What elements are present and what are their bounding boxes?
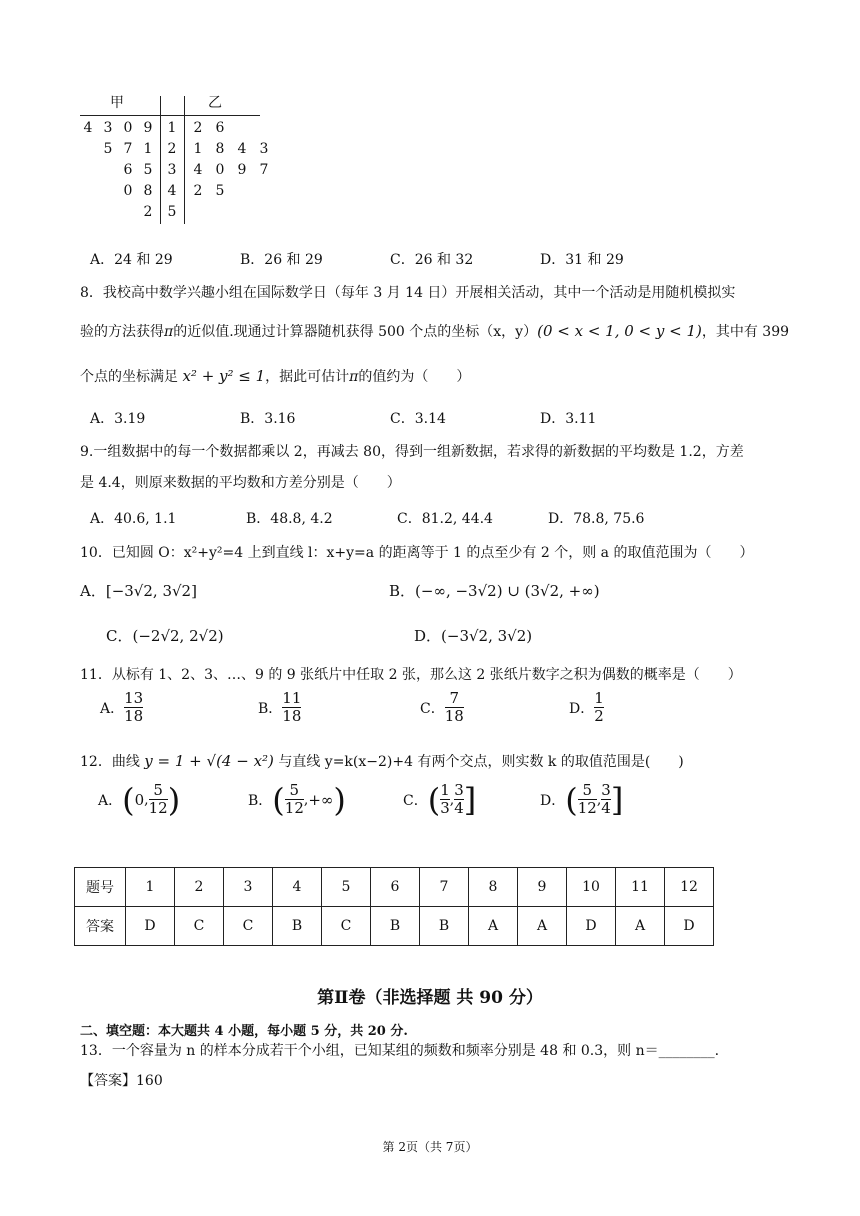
stem-left-leaf: 2	[143, 204, 153, 220]
q13-answer: 【答案】160	[80, 1073, 163, 1089]
q12-open-bracket: (	[427, 780, 441, 819]
q11-option-label: C．	[420, 700, 445, 717]
q7-option-c: C．26 和 32	[390, 252, 474, 268]
stem-value: 4	[167, 183, 177, 199]
q11-option-numerator: 7	[449, 689, 460, 707]
q8-inequality: x² + y² ≤ 1	[182, 367, 266, 385]
q11-option-fraction	[124, 690, 143, 726]
stem-right-header: 乙	[208, 95, 222, 111]
answer-table-answer: B	[420, 907, 469, 946]
q12-bound-fraction	[285, 782, 304, 818]
q11-option-label: D．	[569, 700, 595, 717]
answer-table-answer: A	[616, 907, 665, 946]
answer-table-number-row	[75, 868, 714, 907]
q10-option-b	[389, 580, 600, 601]
q10-option-c-value: (−2√2, 2√2)	[132, 627, 224, 645]
q12-bound-denominator: 12	[577, 799, 597, 818]
q8-pi-2: π	[349, 369, 359, 385]
q12-bound-fraction	[149, 782, 168, 818]
q12-close-bracket: )	[167, 780, 181, 819]
answer-table-answer-label: 答案	[75, 907, 126, 946]
q12-bound-numerator: 1	[440, 781, 450, 799]
stem-value: 1	[167, 120, 177, 136]
q12-bound-denominator: 4	[454, 799, 464, 818]
q11-option-label: B．	[258, 700, 283, 717]
q11-option-a	[100, 690, 143, 726]
stem-left-leaf: 5	[103, 141, 113, 157]
stem-right-leaf: 8	[215, 141, 225, 157]
q8-text-f: 的值约为（ ）	[358, 369, 471, 385]
q11-option-denominator: 2	[594, 707, 604, 726]
stem-right-leaf: 3	[259, 141, 269, 157]
answer-table-question-number: 3	[224, 868, 273, 907]
q8-option-d: D．3.11	[540, 411, 597, 427]
q12-option-label: C．	[403, 792, 428, 809]
answer-table-question-number: 7	[420, 868, 469, 907]
q12-option-label: A．	[98, 792, 123, 809]
q12-close-bracket: ]	[610, 780, 624, 819]
q10-option-c	[106, 625, 224, 646]
q7-option-a: A．24 和 29	[90, 252, 173, 268]
q12-bound-denominator: 4	[601, 799, 611, 818]
q13-stem: 13．一个容量为 n 的样本分成若干个小组，已知某组的频数和频率分别是 48 和 0.3，则 n＝________.	[80, 1043, 720, 1059]
section-title: 第Ⅱ卷（非选择题 共 90 分）	[317, 988, 543, 1008]
stem-right-leaf: 9	[237, 162, 247, 178]
q7-option-b: B．26 和 29	[240, 252, 323, 268]
q9-option-d: D．78.8, 75.6	[548, 511, 645, 527]
answer-table	[74, 867, 714, 946]
answer-table-answer: B	[371, 907, 420, 946]
q12-stem	[80, 751, 684, 771]
q10-option-a-value: [−3√2, 3√2]	[105, 582, 197, 600]
q7-option-d: D．31 和 29	[540, 252, 624, 268]
q8-line3	[80, 366, 470, 386]
q12-option-c	[403, 782, 476, 818]
q10-option-c-label: C．	[106, 627, 133, 645]
answer-table-question-number: 9	[518, 868, 567, 907]
q8-condition: (0 < x < 1, 0 < y < 1)	[537, 322, 702, 340]
answer-table-answer: B	[273, 907, 322, 946]
q8-option-b: B．3.16	[240, 411, 296, 427]
q11-option-numerator: 1	[594, 689, 604, 707]
q8-line2	[80, 321, 789, 341]
q11-stem: 11．从标有 1、2、3、…、9 的 9 张纸片中任取 2 张，那么这 2 张纸片数字之积为偶数的概率是（ ）	[80, 667, 742, 683]
stem-right-leaf: 5	[215, 183, 225, 199]
q8-text-a: 验的方法获得	[80, 324, 164, 340]
q8-pi: π	[164, 324, 174, 340]
q10-option-d-value: (−3√2, 3√2)	[441, 627, 533, 645]
q12-bound-numerator: 5	[153, 781, 163, 799]
stem-right-leaf: 2	[193, 120, 203, 136]
stem-right-leaf: 7	[259, 162, 269, 178]
stem-right-leaf: 0	[215, 162, 225, 178]
q12-comma: ,	[449, 791, 455, 808]
q10-option-a	[80, 580, 197, 601]
answer-table-answer: C	[175, 907, 224, 946]
stem-left-leaf: 7	[123, 141, 133, 157]
answer-table-answer: A	[518, 907, 567, 946]
q8-option-a: A．3.19	[90, 411, 146, 427]
q11-option-denominator: 18	[124, 707, 144, 726]
stem-left-leaf: 4	[83, 120, 93, 136]
q12-curve: y = 1 + √(4 − x²)	[144, 752, 274, 770]
q10-option-b-label: B．	[389, 582, 416, 600]
q12-close-bracket: ]	[463, 780, 477, 819]
answer-table-answer: A	[469, 907, 518, 946]
q12-option-label: D．	[540, 792, 566, 809]
q12-open-bracket: (	[122, 780, 135, 819]
q12-stem-suffix: 与直线 y=k(x−2)+4 有两个交点，则实数 k 的取值范围是( )	[278, 754, 684, 770]
stem-left-leaf: 0	[123, 120, 133, 136]
q11-option-c	[420, 690, 464, 726]
answer-table-question-number: 6	[371, 868, 420, 907]
stem-divider-right	[184, 96, 185, 224]
stem-divider-left	[160, 96, 161, 224]
q12-bound-value: 0	[134, 790, 145, 809]
answer-table-answer: D	[126, 907, 175, 946]
answer-table-question-number: 1	[126, 868, 175, 907]
q11-option-numerator: 13	[124, 689, 144, 707]
q12-bound-numerator: 5	[582, 781, 593, 799]
stem-left-leaf: 6	[123, 162, 133, 178]
q8-text-e: ，据此可估计	[265, 369, 350, 385]
answer-table-answer: C	[224, 907, 273, 946]
q11-option-denominator: 18	[444, 707, 464, 726]
q12-bound-numerator: 5	[289, 781, 300, 799]
q8-text-d: 个点的坐标满足	[80, 369, 178, 385]
stem-left-leaf: 8	[143, 183, 153, 199]
q12-option-label: B．	[248, 792, 273, 809]
answer-table-answer: D	[567, 907, 616, 946]
q11-option-d	[569, 690, 604, 726]
stem-leaf-plot	[80, 92, 280, 227]
q8-text-b: 的近似值.现通过计算器随机获得 500 个点的坐标（x，y）	[173, 324, 538, 340]
q9-option-a: A．40.6, 1.1	[90, 511, 177, 527]
q9-line1: 9.一组数据中的每一个数据都乘以 2，再减去 80，得到一组新数据，若求得的新数据的平均数是 1.2，方差	[80, 444, 744, 460]
stem-right-leaf: 6	[215, 120, 225, 136]
q12-comma: ,	[144, 791, 149, 808]
q11-option-b	[258, 690, 301, 726]
q11-option-fraction	[445, 690, 464, 726]
q12-comma: ,	[303, 791, 309, 808]
q12-bound-denominator: 12	[148, 799, 168, 818]
q11-option-fraction	[594, 690, 604, 726]
stem-left-header: 甲	[110, 95, 124, 111]
q9-option-c: C．81.2, 44.4	[397, 511, 493, 527]
q12-bound-denominator: 3	[440, 799, 450, 818]
q12-bound-fraction	[601, 782, 611, 818]
q12-bound-fraction	[440, 782, 450, 818]
stem-right-leaf: 4	[193, 162, 203, 178]
stem-left-leaf: 9	[143, 120, 153, 136]
stem-left-leaf: 0	[123, 183, 133, 199]
q11-option-label: A．	[100, 700, 125, 717]
q11-option-fraction	[282, 690, 301, 726]
q9-option-b: B．48.8, 4.2	[246, 511, 333, 527]
stem-left-leaf: 1	[143, 141, 153, 157]
part2-heading: 二、填空题：本大题共 4 小题，每小题 5 分，共 20 分.	[80, 1024, 408, 1039]
q12-bound-numerator: 3	[454, 781, 464, 799]
q12-bound-value: +∞	[308, 790, 334, 809]
q12-option-a	[98, 782, 180, 818]
q12-stem-prefix: 12．曲线	[80, 754, 140, 770]
answer-table-answer: D	[665, 907, 714, 946]
answer-table-question-number: 4	[273, 868, 322, 907]
q12-bound-denominator: 12	[284, 799, 304, 818]
q12-option-b	[248, 782, 346, 818]
answer-table-question-number: 11	[616, 868, 665, 907]
q12-close-bracket: )	[333, 780, 346, 819]
answer-table-question-number: 10	[567, 868, 616, 907]
stem-value: 2	[167, 141, 177, 157]
stem-left-leaf: 5	[143, 162, 153, 178]
q12-comma: ,	[596, 791, 602, 808]
answer-table-question-number: 12	[665, 868, 714, 907]
answer-table-question-number: 2	[175, 868, 224, 907]
answer-table-question-number: 8	[469, 868, 518, 907]
q10-option-d-label: D．	[414, 627, 442, 645]
answer-table-answer-row	[75, 907, 714, 946]
q12-bound-fraction	[578, 782, 597, 818]
q12-option-d	[540, 782, 623, 818]
stem-value: 3	[167, 162, 177, 178]
q10-option-b-value: (−∞, −3√2) ∪ (3√2, +∞)	[415, 582, 600, 600]
answer-table-answer: C	[322, 907, 371, 946]
q8-text-c: ，其中有 399	[701, 324, 790, 340]
stem-left-leaf: 3	[103, 120, 113, 136]
stem-top-rule	[80, 115, 260, 116]
answer-table-question-number: 5	[322, 868, 371, 907]
q8-line1: 8．我校高中数学兴趣小组在国际数学日（每年 3 月 14 日）开展相关活动，其中一个活动是用随机模拟实	[80, 285, 736, 301]
q10-option-a-label: A．	[80, 582, 106, 600]
stem-right-leaf: 4	[237, 141, 247, 157]
q11-option-denominator: 18	[282, 707, 302, 726]
q9-line2: 是 4.4，则原来数据的平均数和方差分别是（ ）	[80, 475, 401, 491]
q11-option-numerator: 11	[282, 689, 302, 707]
q12-open-bracket: (	[565, 780, 578, 819]
stem-value: 5	[167, 204, 177, 220]
q10-stem: 10．已知圆 O：x²+y²=4 上到直线 l：x+y=a 的距离等于 1 的点至少有 2 个，则 a 的取值范围为（ ）	[80, 545, 754, 561]
q12-open-bracket: (	[272, 780, 285, 819]
q10-option-d	[414, 625, 532, 646]
q12-bound-numerator: 3	[601, 781, 611, 799]
stem-right-leaf: 1	[193, 141, 203, 157]
page-footer: 第 2页（共 7页）	[382, 1140, 478, 1154]
q8-option-c: C．3.14	[390, 411, 446, 427]
stem-right-leaf: 2	[193, 183, 203, 199]
answer-table-number-label: 题号	[75, 868, 126, 907]
q12-bound-fraction	[454, 782, 464, 818]
